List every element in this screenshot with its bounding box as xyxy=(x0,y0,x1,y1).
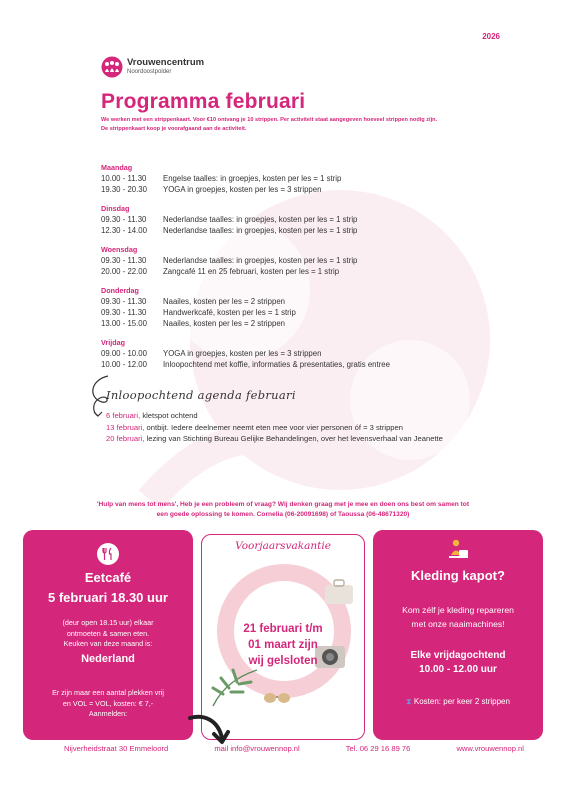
time: 10.00 - 11.30 xyxy=(101,174,147,183)
day-wednesday xyxy=(101,244,521,277)
schedule-row xyxy=(101,266,521,277)
day-thursday xyxy=(101,285,521,329)
activity: YOGA in groepjes, kosten per les = 3 strippen xyxy=(163,185,322,194)
activity: Engelse taalles: in groepjes, kosten per les = 1 strip xyxy=(163,174,342,183)
kleding-lines xyxy=(373,603,543,631)
activity: Nederlandse taalles: in groepjes, kosten per les = 1 strip xyxy=(163,256,358,265)
eetcafe-details xyxy=(23,618,193,650)
kleding-cost: Kosten: per keer 2 strippen xyxy=(413,697,510,706)
page-title: Programma februari xyxy=(101,90,306,113)
schedule-row xyxy=(101,359,521,370)
footer-phone[interactable]: Tel. 06 29 16 89 76 xyxy=(345,744,411,753)
schedule-row xyxy=(101,307,521,318)
time: 09.30 - 11.30 xyxy=(101,215,147,224)
schedule-row xyxy=(101,348,521,359)
agenda-text: lezing van Stichting Bureau Gelijke Behandelingen, over het levensverhaal van Jeanette xyxy=(144,434,443,443)
agenda-item xyxy=(106,433,546,445)
logo-name: Vrouwencentrum xyxy=(127,57,205,68)
time: 19.30 - 20.30 xyxy=(101,185,147,194)
eetcafe-line: Er zijn maar een aantal plekken vrij xyxy=(52,688,164,697)
activity: Handwerkcafé, kosten per les = 1 strip xyxy=(163,308,296,317)
time: 09.30 - 11.30 xyxy=(101,297,147,306)
eetcafe-title-wrap xyxy=(23,570,193,585)
eetcafe-title: Eetcafé xyxy=(84,570,132,585)
activity: Inloopochtend met koffie, informaties & presentaties, gratis entree xyxy=(163,360,390,369)
agenda-item xyxy=(106,410,546,422)
time: 09.30 - 11.30 xyxy=(101,256,147,265)
cutlery-icon xyxy=(97,543,119,565)
kleding-title-wrap xyxy=(373,568,543,583)
kleding-line: met onze naaimachines! xyxy=(411,619,505,629)
kleding-when-wrap xyxy=(373,649,543,677)
year-label: 2026 xyxy=(482,32,500,41)
time: 09.30 - 11.30 xyxy=(101,308,147,317)
time: 20.00 - 22.00 xyxy=(101,267,147,276)
eetcafe-date: 5 februari 18.30 uur xyxy=(48,590,168,605)
time: 09.00 - 10.00 xyxy=(101,349,147,358)
activity: Nederlandse taalles: in groepjes, kosten per les = 1 strip xyxy=(163,226,358,235)
day-name: Vrijdag xyxy=(101,338,125,347)
kleding-hours: 10.00 - 12.00 uur xyxy=(419,664,497,675)
day-name: Woensdag xyxy=(101,245,138,254)
schedule-row xyxy=(101,173,521,184)
vakantie-title: Voorjaarsvakantie xyxy=(235,540,331,552)
footer-mail[interactable]: mail info@vrouwennop.nl xyxy=(214,744,300,753)
footer-address: Nijverheidstraat 30 Emmeloord xyxy=(64,744,169,753)
day-friday xyxy=(101,337,521,370)
schedule-row xyxy=(101,225,521,236)
vakantie-line: wij gelsloten xyxy=(248,655,318,667)
eetcafe-date-wrap xyxy=(23,590,193,605)
eetcafe-country-wrap xyxy=(23,653,193,665)
time: 12.30 - 14.00 xyxy=(101,226,147,235)
vakantie-line: 21 februari t/m xyxy=(243,623,323,635)
agenda-date: 6 februari, xyxy=(106,411,141,420)
intro-line: We werken met een strippenkaart. Voor €10 ontvang je 10 strippen. Per activiteit staat aangegeven hoeveel strippen nodig zijn. xyxy=(101,117,438,123)
footer-contact xyxy=(64,744,524,753)
schedule-row xyxy=(101,318,521,329)
time: 13.00 - 15.00 xyxy=(101,319,147,328)
schedule-row xyxy=(101,214,521,225)
activity: Zangcafé 11 en 25 februari, kosten per les = 1 strip xyxy=(163,267,340,276)
logo xyxy=(101,56,204,78)
eetcafe-bottom xyxy=(23,688,193,720)
footer-website[interactable]: www.vrouwennop.nl xyxy=(456,744,524,753)
palm-leaf-icon xyxy=(209,666,261,710)
vakantie-line: 01 maart zijn xyxy=(248,639,318,651)
agenda-list xyxy=(106,410,546,445)
eetcafe-line: Keuken van deze maand is: xyxy=(63,639,153,648)
agenda-date: 13 februari, xyxy=(106,422,145,432)
kleding-cost-row xyxy=(373,697,543,708)
eetcafe-line: en VOL = VOL, kosten: € 7,- xyxy=(62,698,154,708)
eetcafe-line: Aanmelden: xyxy=(88,709,128,718)
eetcafe-line: ontmoeten & samen eten. xyxy=(66,628,150,638)
schedule-row xyxy=(101,296,521,307)
eetcafe-line: (deur open 18.15 uur) elkaar xyxy=(62,618,154,627)
day-name: Maandag xyxy=(101,163,133,172)
eetcafe-country: Nederland xyxy=(81,653,135,665)
activity: Naailes, kosten per les = 2 strippen xyxy=(163,319,286,328)
schedule-row xyxy=(101,184,521,195)
logo-subtitle: Noordoostpolder xyxy=(127,69,172,75)
activity: Nederlandse taalles: in groepjes, kosten per les = 1 strip xyxy=(163,215,358,224)
day-name: Donderdag xyxy=(101,286,139,295)
agenda-text: kletspot ochtend xyxy=(140,411,198,420)
day-monday xyxy=(101,162,521,195)
hourglass-icon: ⧗ xyxy=(406,697,412,706)
activity: Naailes, kosten per les = 2 strippen xyxy=(163,297,286,306)
kleding-when: Elke vrijdagochtend xyxy=(410,650,506,661)
weekly-schedule xyxy=(101,162,521,378)
agenda-title: Inloopochtend agenda februari xyxy=(106,388,296,402)
intro-text xyxy=(101,116,541,134)
glasses-icon xyxy=(262,686,292,708)
day-tuesday xyxy=(101,203,521,236)
agenda-date: 20 februari, xyxy=(106,434,145,443)
sewing-woman-icon xyxy=(446,537,470,561)
suitcase-icon xyxy=(322,578,356,606)
kleding-title: Kleding kapot? xyxy=(411,568,505,583)
agenda-text: ontbijt. Iedere deelnemer neemt eten mee voor vier personen óf = 3 strippen xyxy=(144,422,403,432)
intro-line: De strippenkaart koop je voorafgaand aan de activiteit. xyxy=(101,126,247,132)
kleding-line: Kom zélf je kleding repareren xyxy=(402,605,514,615)
arrow-right-icon xyxy=(188,712,232,746)
day-name: Dinsdag xyxy=(101,204,130,213)
kleding-card xyxy=(373,530,543,740)
time: 10.00 - 12.00 xyxy=(101,360,147,369)
activity: YOGA in groepjes, kosten per les = 3 strippen xyxy=(163,349,322,358)
help-line: een goede oplossing te komen. Cornelia (06-20091698) of Taoussa (06-48671320) xyxy=(156,510,410,518)
kleding-cost-wrap xyxy=(373,697,543,708)
schedule-row xyxy=(101,255,521,266)
logo-icon xyxy=(101,56,123,78)
agenda-item xyxy=(106,422,546,434)
help-line: 'Hulp van mens tot mens', Heb je een probleem of vraag? Wij denken graag met je mee en doen ons best om samen tot xyxy=(96,501,470,508)
vakantie-message xyxy=(201,621,365,669)
help-notice xyxy=(30,500,536,519)
